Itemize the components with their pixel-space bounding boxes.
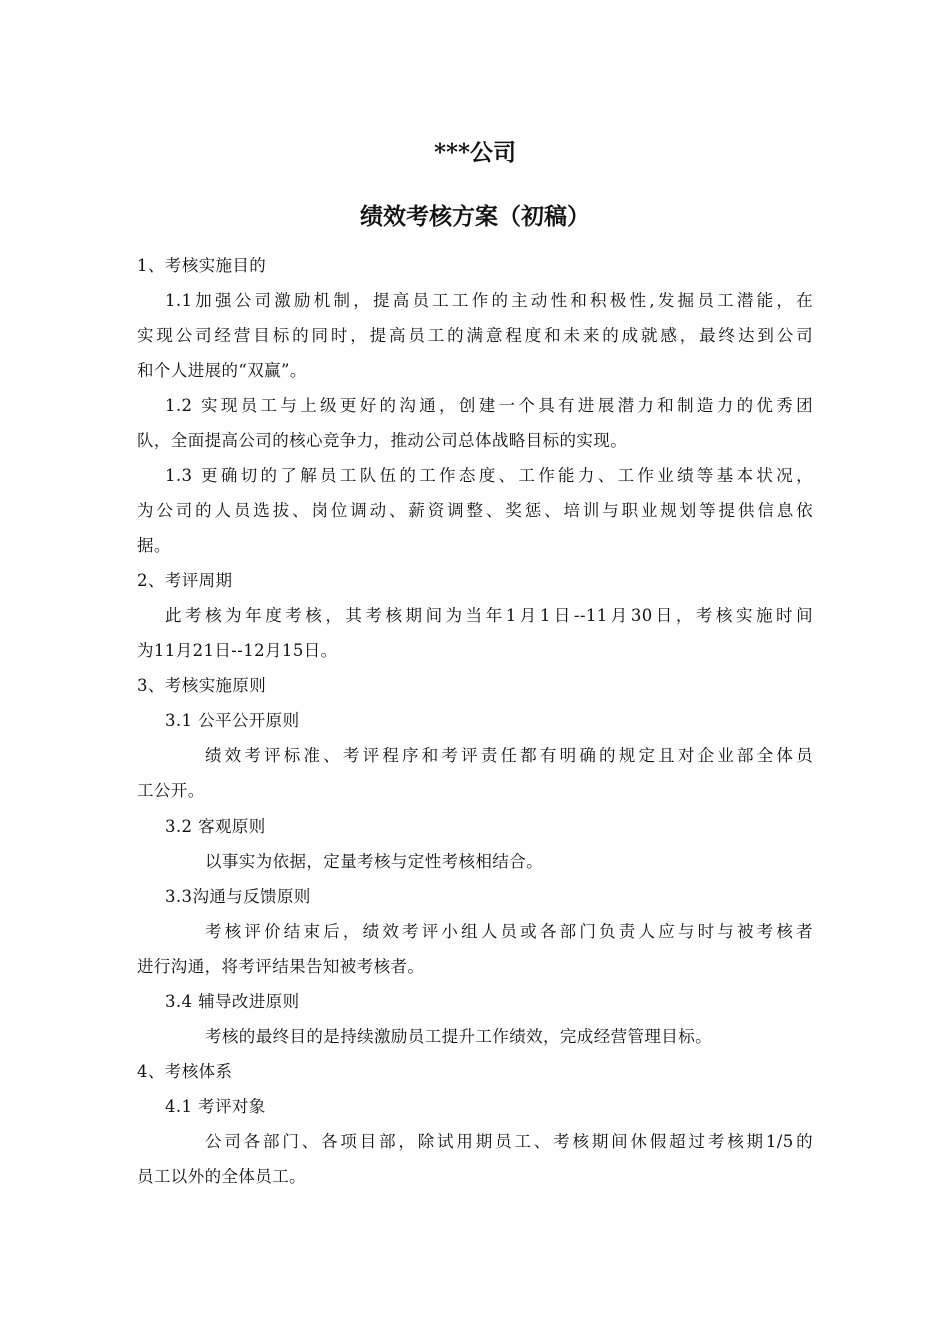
paragraph-line: 员工以外的全体员工。 (137, 1167, 306, 1186)
subsection-heading: 4.1 考评对象 (165, 1097, 266, 1116)
paragraph-line: 1.3 更确切的了解员工队伍的工作态度、工作能力、工作业绩等基本状况， (165, 466, 813, 485)
paragraph-line: 为公司的人员选拔、岗位调动、薪资调整、奖惩、培训与职业规划等提供信息依 (137, 501, 813, 520)
paragraph-line: 据。 (137, 536, 171, 555)
paragraph-line: 考核评价结束后，绩效考评小组人员或各部门负责人应与时与被考核者 (205, 922, 813, 941)
subsection-heading: 3.4 辅导改进原则 (165, 992, 300, 1011)
paragraph-line: 工公开。 (137, 781, 205, 800)
section-heading: 4、考核体系 (137, 1062, 233, 1081)
paragraph-line: 实现公司经营目标的同时，提高员工的满意程度和未来的成就感，最终达到公司 (137, 326, 813, 345)
paragraph-line: 和个人进展的“双赢”。 (137, 361, 307, 380)
paragraph-line: 此考核为年度考核，其考核期间为当年1月1日--11月30日，考核实施时间 (165, 606, 813, 625)
company-name: ***公司 (433, 139, 517, 166)
section-heading: 3、考核实施原则 (137, 676, 267, 695)
paragraph-line: 绩效考评标准、考评程序和考评责任都有明确的规定且对企业部全体员 (205, 746, 813, 765)
subsection-heading: 3.1 公平公开原则 (165, 711, 300, 730)
subsection-heading: 3.2 客观原则 (165, 817, 266, 836)
section-heading: 2、考评周期 (137, 571, 233, 590)
document-title: 绩效考核方案（初稿） (360, 203, 590, 230)
section-heading: 1、考核实施目的 (137, 256, 267, 275)
paragraph-line: 1.1加强公司激励机制，提高员工工作的主动性和积极性,发掘员工潜能，在 (165, 291, 813, 310)
paragraph-line: 考核的最终目的是持续激励员工提升工作绩效，完成经营管理目标。 (205, 1027, 712, 1046)
paragraph-line: 队，全面提高公司的核心竞争力，推动公司总体战略目标的实现。 (137, 431, 628, 450)
paragraph-line: 为11月21日--12月15日。 (137, 641, 338, 660)
subsection-heading: 3.3沟通与反馈原则 (165, 887, 311, 906)
paragraph-line: 1.2 实现员工与上级更好的沟通，创建一个具有进展潜力和制造力的优秀团 (165, 396, 813, 415)
paragraph-line: 进行沟通，将考评结果告知被考核者。 (137, 957, 425, 976)
paragraph-line: 以事实为依据，定量考核与定性考核相结合。 (205, 852, 543, 871)
paragraph-line: 公司各部门、各项目部，除试用期员工、考核期间休假超过考核期1/5的 (205, 1132, 813, 1151)
